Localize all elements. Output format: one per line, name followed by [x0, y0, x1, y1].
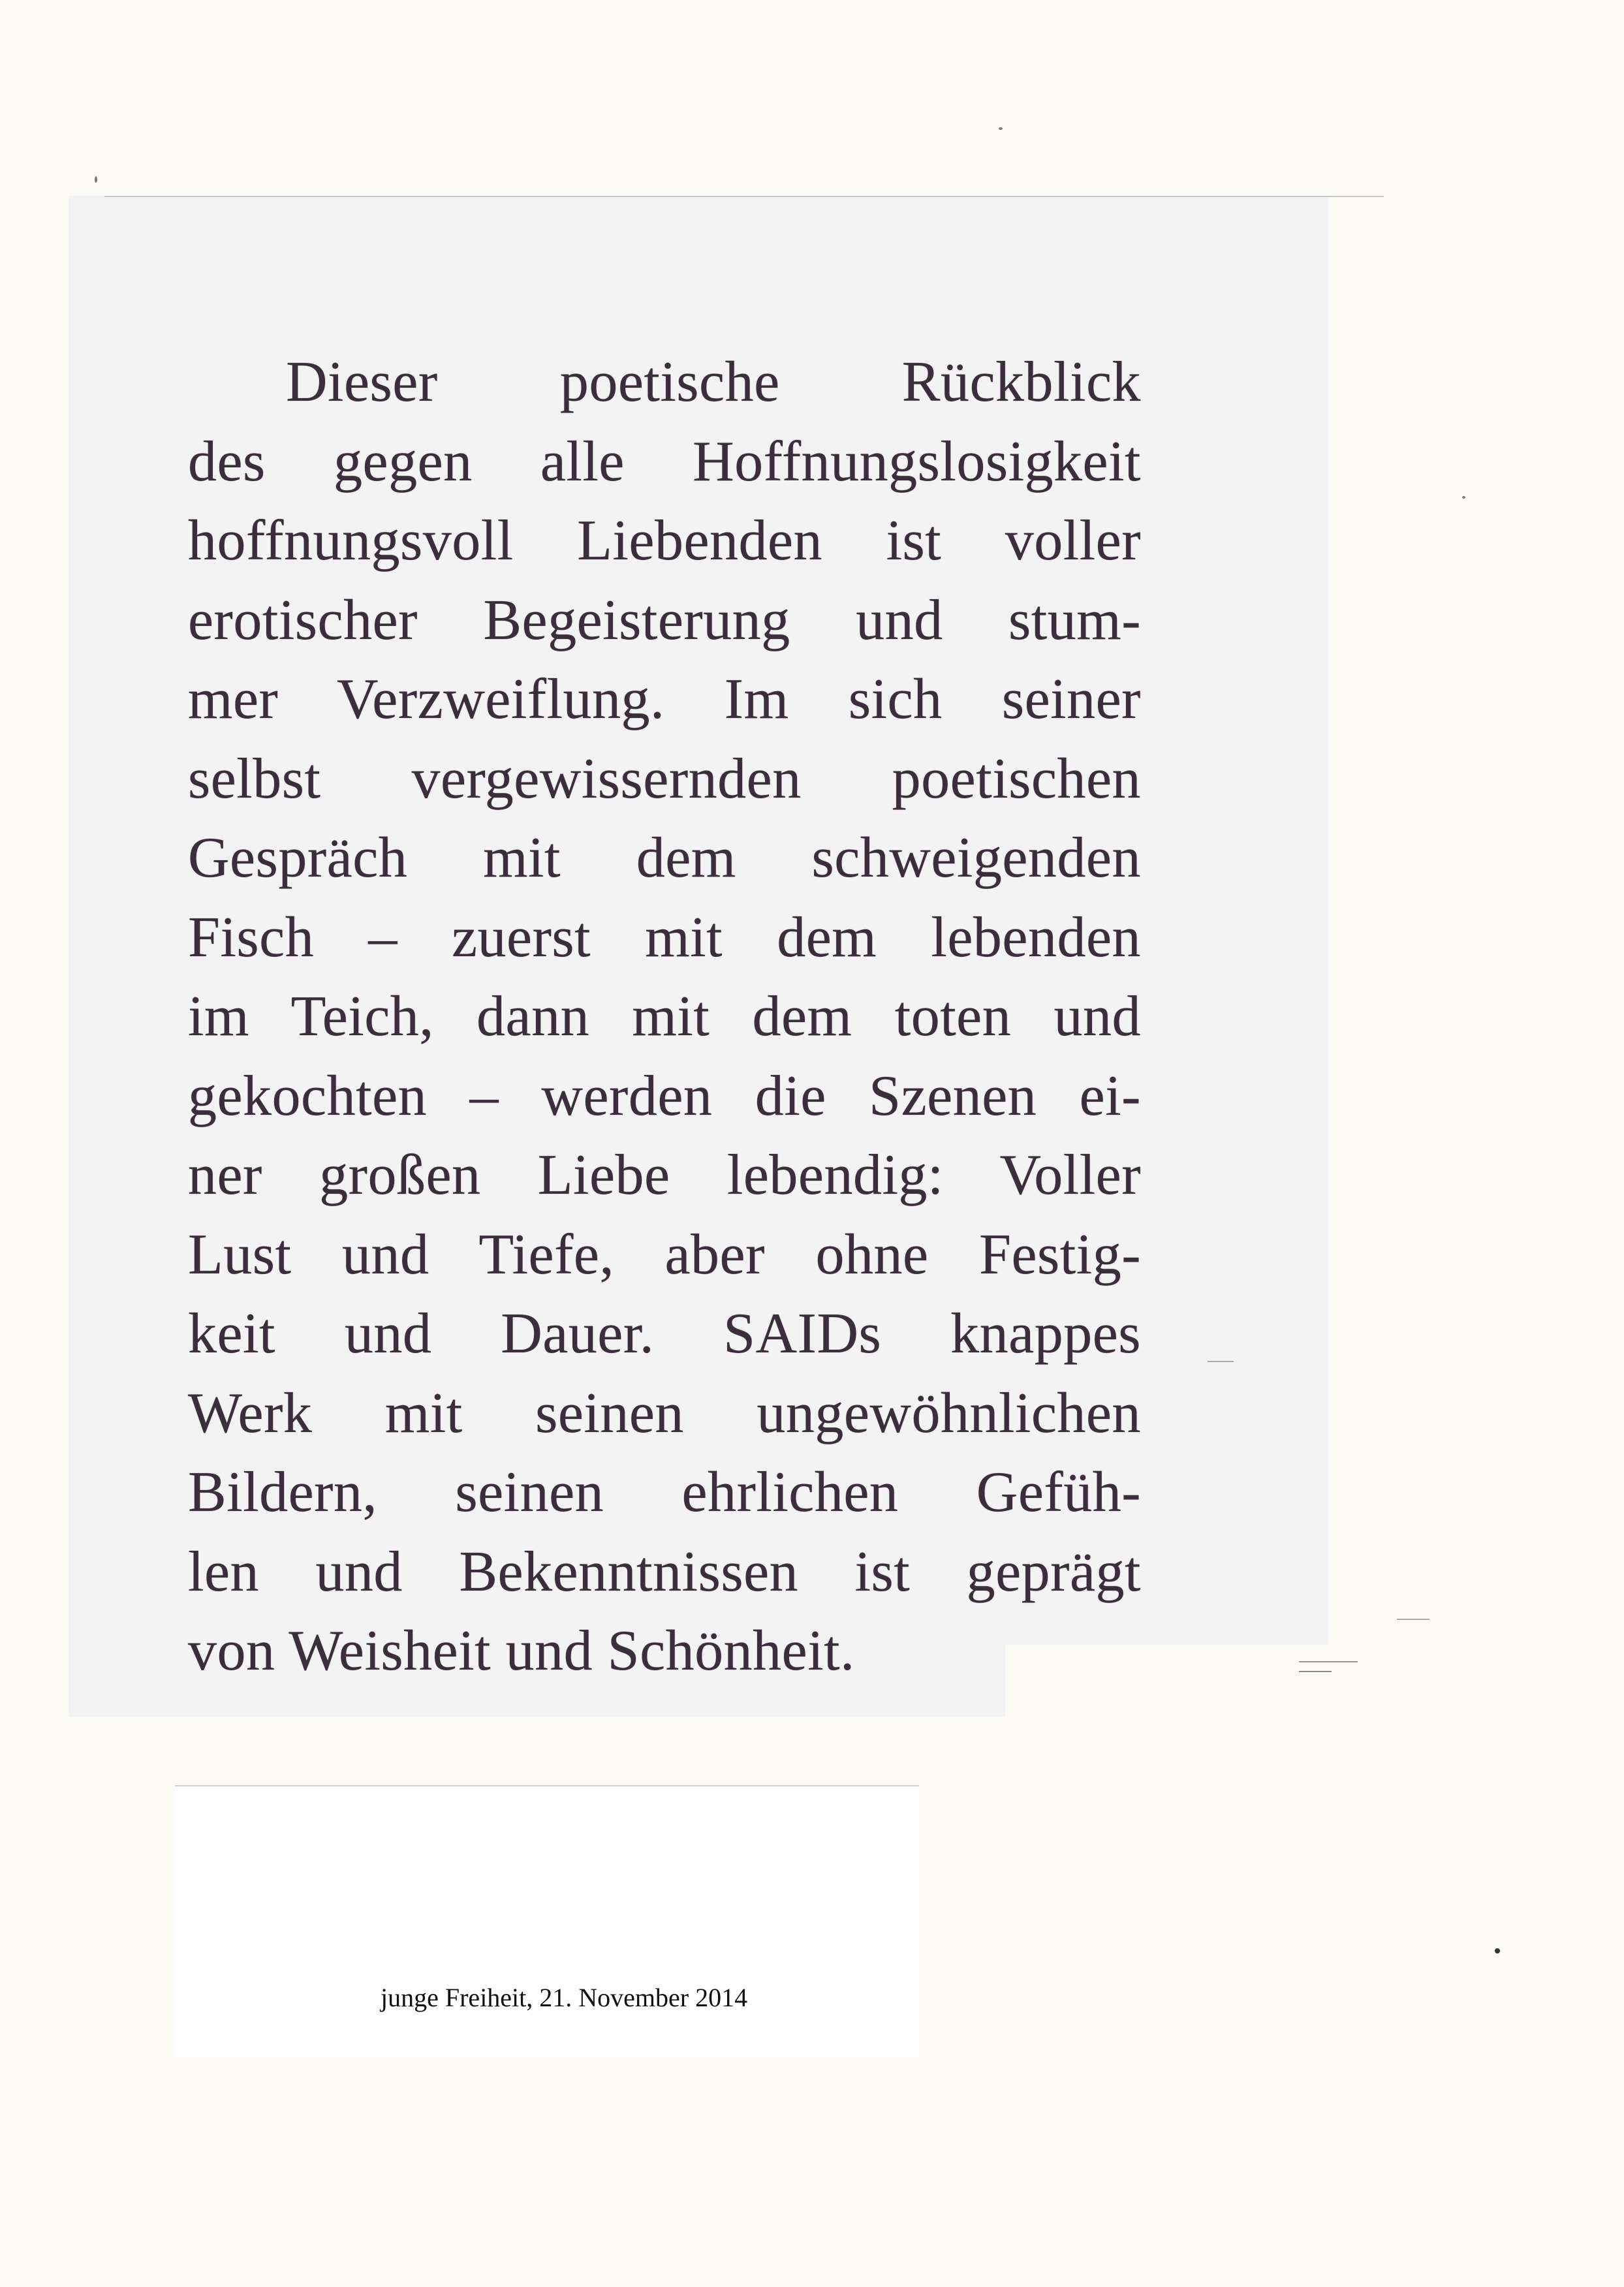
scan-speck: [1462, 496, 1465, 499]
article-line: len und Bekenntnissen ist geprägt: [188, 1540, 1141, 1604]
scan-speck: [1208, 1361, 1234, 1362]
article-line: keit und Dauer. SAIDs knappes: [188, 1302, 1141, 1365]
article-line: hoffnungsvoll Liebenden ist voller: [188, 509, 1141, 572]
article-line: gekochten – werden die Szenen ei-: [188, 1064, 1141, 1128]
source-label: [175, 1785, 919, 2057]
article-line: Werk mit seinen ungewöhnlichen: [188, 1381, 1141, 1445]
source-citation: junge Freiheit, 21. November 2014: [381, 1983, 748, 2012]
scan-speck: [1495, 1948, 1500, 1953]
article-line: selbst vergewissernden poetischen: [188, 747, 1141, 811]
article-line: von Weisheit und Schönheit.: [188, 1619, 855, 1683]
article-line: mer Verzweiflung. Im sich seiner: [188, 668, 1141, 731]
article-line: Bildern, seinen ehrlichen Gefüh-: [188, 1461, 1141, 1524]
scan-speck: [1397, 1619, 1429, 1620]
article-line: des gegen alle Hoffnungslosigkeit: [188, 429, 1141, 493]
article-line: Gespräch mit dem schweigenden: [188, 826, 1141, 890]
article-line: Fisch – zuerst mit dem lebenden: [188, 905, 1141, 969]
scan-speck: [1299, 1671, 1332, 1672]
article-line: Dieser poetische Rückblick: [286, 350, 1141, 414]
article-line: ner großen Liebe lebendig: Voller: [188, 1144, 1141, 1207]
scan-speck: [999, 127, 1003, 130]
clipping-edge: [104, 196, 1384, 197]
article-line: Lust und Tiefe, aber ohne Festig-: [188, 1222, 1141, 1286]
article-text: [188, 343, 1141, 1691]
scan-speck: [1299, 1661, 1358, 1662]
scan-speck: [95, 176, 97, 183]
article-line: erotischer Begeisterung und stum-: [188, 588, 1141, 652]
article-line: im Teich, dann mit dem toten und: [188, 985, 1141, 1048]
